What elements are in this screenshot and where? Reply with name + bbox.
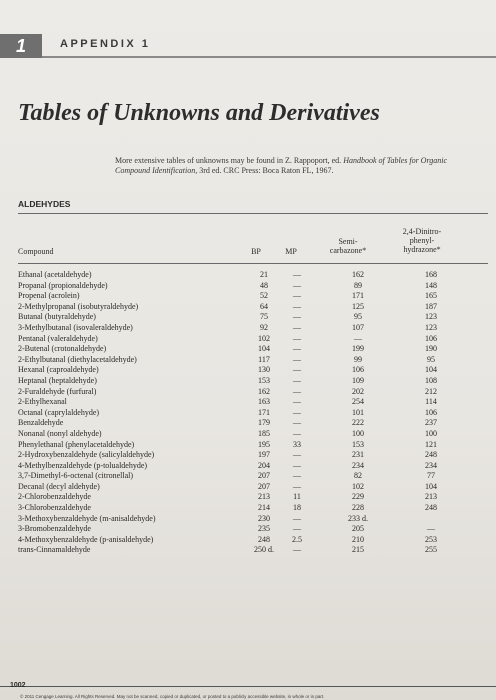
semicarbazone-cell: 107	[352, 322, 364, 332]
compound-cell: 2-Hydroxybenzaldehyde (salicylaldehyde)	[18, 450, 155, 460]
dnph-cell: 77	[427, 471, 435, 481]
table-row	[18, 355, 488, 366]
table-row	[18, 408, 488, 419]
mp-cell: —	[293, 418, 301, 428]
mp-cell: —	[293, 545, 301, 555]
dnph-cell: 187	[425, 301, 437, 311]
mp-cell: —	[293, 333, 301, 343]
semicarbazone-cell: 89	[354, 280, 362, 290]
compound-cell: 2-Chlorobenzaldehyde	[18, 492, 91, 502]
dnph-cell: 104	[425, 365, 437, 375]
table-row	[18, 376, 488, 387]
section-title: ALDEHYDES	[18, 199, 71, 209]
dnph-cell: 237	[425, 418, 437, 428]
table-row	[18, 545, 488, 556]
col-header-semicarbazone	[318, 237, 378, 255]
semicarbazone-cell: 210	[352, 534, 364, 544]
bp-cell: 185	[258, 428, 270, 438]
col-header-bp: BP	[251, 247, 261, 256]
dnph-line-3: hydrazone*	[403, 245, 441, 254]
table-row	[18, 418, 488, 429]
bp-cell: 248	[258, 534, 270, 544]
semicarbazone-cell: 229	[352, 492, 364, 502]
table-row	[18, 302, 488, 313]
dnph-cell: 213	[425, 492, 437, 502]
table-row	[18, 535, 488, 546]
bp-cell: 75	[260, 312, 268, 322]
bp-cell: 48	[260, 280, 268, 290]
semicarbazone-cell: 202	[352, 386, 364, 396]
mp-cell: —	[293, 375, 301, 385]
compound-cell: 2-Ethylhexanal	[18, 397, 67, 407]
column-header-rule	[18, 263, 488, 264]
mp-cell: —	[293, 386, 301, 396]
compound-cell: Heptanal (heptaldehyde)	[18, 375, 97, 385]
semicarbazone-cell: 222	[352, 418, 364, 428]
mp-cell: —	[293, 301, 301, 311]
col-header-compound: Compound	[18, 247, 54, 256]
mp-cell: —	[293, 407, 301, 417]
bp-cell: 235	[258, 524, 270, 534]
intro-book-title: Handbook of Tables for Organic Compound Identification,	[115, 156, 448, 175]
table-row	[18, 450, 488, 461]
compound-cell: Propanal (propionaldehyde)	[18, 280, 108, 290]
dnph-cell: 114	[425, 397, 437, 407]
bp-cell: 102	[258, 333, 270, 343]
semicarbazone-cell: 228	[352, 503, 364, 513]
compound-cell: Butanal (butyraldehyde)	[18, 312, 96, 322]
section-rule	[18, 213, 488, 214]
bp-cell: 207	[258, 471, 270, 481]
mp-cell: —	[293, 344, 301, 354]
dnph-cell: 123	[425, 312, 437, 322]
dnph-cell: 148	[425, 280, 437, 290]
dnph-cell: 212	[425, 386, 437, 396]
compound-cell: 2-Methylpropanal (isobutyraldehyde)	[18, 301, 139, 311]
bp-cell: 104	[258, 344, 270, 354]
compound-cell: Phenylethanal (phenylacetaldehyde)	[18, 439, 135, 449]
bp-cell: 207	[258, 481, 270, 491]
col-header-dnph	[390, 227, 454, 254]
page-title: Tables of Unknowns and Derivatives	[18, 100, 380, 126]
bp-cell: 213	[258, 492, 270, 502]
bp-cell: 230	[258, 513, 270, 523]
semicarbazone-cell: 153	[352, 439, 364, 449]
dnph-cell: 121	[425, 439, 437, 449]
semicarbazone-cell: 106	[352, 365, 364, 375]
mp-cell: —	[293, 280, 301, 290]
mp-cell: —	[293, 354, 301, 364]
compound-cell: 2-Furaldehyde (furfural)	[18, 386, 97, 396]
compound-cell: Propenal (acrolein)	[18, 291, 80, 301]
mp-cell: —	[293, 397, 301, 407]
bp-cell: 64	[260, 301, 268, 311]
mp-cell: —	[293, 312, 301, 322]
bp-cell: 52	[260, 291, 268, 301]
mp-cell: —	[293, 428, 301, 438]
semicarbazone-cell: 254	[352, 397, 364, 407]
appendix-header	[0, 34, 496, 58]
semicarbazone-cell: 102	[352, 481, 364, 491]
compound-cell: Benzaldehyde	[18, 418, 64, 428]
dnph-cell: 106	[425, 333, 437, 343]
table-row	[18, 482, 488, 493]
compound-cell: 3-Bromobenzaldehyde	[18, 524, 91, 534]
table-row	[18, 365, 488, 376]
table-row	[18, 291, 488, 302]
dnph-cell: 95	[427, 354, 435, 364]
footer-rule	[0, 686, 496, 687]
table-row	[18, 440, 488, 451]
compound-cell: Hexanal (caproaldehyde)	[18, 365, 99, 375]
table-row	[18, 281, 488, 292]
dnph-cell: 165	[425, 291, 437, 301]
table-row	[18, 461, 488, 472]
semicarbazone-cell: 101	[352, 407, 364, 417]
intro-text-2: 3rd ed. CRC Press: Boca Raton FL, 1967.	[199, 166, 334, 175]
dnph-cell: 168	[425, 270, 437, 279]
mp-cell: —	[293, 450, 301, 460]
mp-cell: 18	[293, 503, 301, 513]
table-row	[18, 429, 488, 440]
dnph-cell: 104	[425, 481, 437, 491]
semi-line-2: carbazone*	[329, 246, 367, 255]
compound-cell: trans-Cinnamaldehyde	[18, 545, 91, 555]
bp-cell: 195	[258, 439, 270, 449]
semicarbazone-cell: 82	[354, 471, 362, 481]
table-row	[18, 323, 488, 334]
compound-cell: Octanal (caprylaldehyde)	[18, 407, 100, 417]
bp-cell: 162	[258, 386, 270, 396]
table-row	[18, 387, 488, 398]
table-row	[18, 514, 488, 525]
dnph-cell: 248	[425, 450, 437, 460]
mp-cell: 11	[293, 492, 301, 502]
intro-paragraph	[115, 156, 465, 176]
dnph-cell: 100	[425, 428, 437, 438]
bp-cell: 214	[258, 503, 270, 513]
compound-cell: 3,7-Dimethyl-6-octenal (citronellal)	[18, 471, 134, 481]
compound-cell: Nonanal (nonyl aldehyde)	[18, 428, 102, 438]
mp-cell: —	[293, 270, 301, 279]
mp-cell: 2.5	[292, 534, 302, 544]
table-row	[18, 334, 488, 345]
semicarbazone-cell: 162	[352, 270, 364, 279]
bp-cell: 250 d.	[254, 545, 274, 555]
mp-cell: —	[293, 365, 301, 375]
mp-cell: —	[293, 481, 301, 491]
copyright-notice: © 2011 Cengage Learning. All Rights Reserved. May not be scanned, copied or duplicated, or posted to a publicly accessible website, in whole or in part.	[20, 694, 325, 699]
table-row	[18, 312, 488, 323]
mp-cell: —	[293, 513, 301, 523]
dnph-line-2: phenyl-	[409, 236, 435, 245]
mp-cell: —	[293, 322, 301, 332]
mp-cell: —	[293, 471, 301, 481]
mp-cell: 33	[293, 439, 301, 449]
compound-cell: 2-Ethylbutanal (diethylacetaldehyde)	[18, 354, 137, 364]
compound-cell: 4-Methylbenzaldehyde (p-tolualdehyde)	[18, 460, 148, 470]
semicarbazone-cell: 95	[354, 312, 362, 322]
table-row	[18, 270, 488, 281]
bp-cell: 92	[260, 322, 268, 332]
compound-cell: 2-Butenal (crotonaldehyde)	[18, 344, 107, 354]
table-row	[18, 503, 488, 514]
mp-cell: —	[293, 291, 301, 301]
semicarbazone-cell: 109	[352, 375, 364, 385]
semicarbazone-cell: 234	[352, 460, 364, 470]
dnph-cell: 123	[425, 322, 437, 332]
compound-cell: 4-Methoxybenzaldehyde (p-anisaldehyde)	[18, 534, 154, 544]
page-number: 1002	[10, 682, 26, 689]
semi-line-1: Semi-	[338, 237, 358, 246]
dnph-cell: 108	[425, 375, 437, 385]
semicarbazone-cell: 231	[352, 450, 364, 460]
compound-cell: 3-Methylbutanal (isovaleraldehyde)	[18, 322, 133, 332]
bp-cell: 21	[260, 270, 268, 279]
semicarbazone-cell: 215	[352, 545, 364, 555]
semicarbazone-cell: 125	[352, 301, 364, 311]
dnph-cell: 255	[425, 545, 437, 555]
semicarbazone-cell: 205	[352, 524, 364, 534]
semicarbazone-cell: 199	[352, 344, 364, 354]
table-row	[18, 397, 488, 408]
semicarbazone-cell: 99	[354, 354, 362, 364]
dnph-cell: —	[427, 524, 435, 534]
compound-cell: 3-Chlorobenzaldehyde	[18, 503, 91, 513]
bp-cell: 171	[258, 407, 270, 417]
appendix-number-tab: 1	[0, 34, 42, 58]
bp-cell: 130	[258, 365, 270, 375]
table-row	[18, 524, 488, 535]
bp-cell: 153	[258, 375, 270, 385]
aldehyde-table	[18, 270, 488, 556]
compound-cell: Pentanal (valeraldehyde)	[18, 333, 98, 343]
dnph-cell: 234	[425, 460, 437, 470]
semicarbazone-cell: 233 d.	[348, 513, 368, 523]
appendix-label: APPENDIX 1	[60, 38, 151, 50]
dnph-cell: 106	[425, 407, 437, 417]
compound-cell: Decanal (decyl aldehyde)	[18, 481, 100, 491]
dnph-cell: 190	[425, 344, 437, 354]
bp-cell: 117	[258, 354, 270, 364]
table-row	[18, 471, 488, 482]
semicarbazone-cell: —	[354, 333, 362, 343]
dnph-cell: 248	[425, 503, 437, 513]
bp-cell: 204	[258, 460, 270, 470]
semicarbazone-cell: 171	[352, 291, 364, 301]
bp-cell: 197	[258, 450, 270, 460]
col-header-mp: MP	[285, 247, 297, 256]
dnph-cell: 253	[425, 534, 437, 544]
mp-cell: —	[293, 460, 301, 470]
header-rule	[42, 56, 496, 58]
intro-text-1: More extensive tables of unknowns may be found in Z. Rappoport, ed.	[115, 156, 342, 165]
semicarbazone-cell: 100	[352, 428, 364, 438]
dnph-line-1: 2,4-Dinitro-	[402, 227, 442, 236]
compound-cell: Ethanal (acetaldehyde)	[18, 270, 92, 279]
compound-cell: 3-Methoxybenzaldehyde (m-anisaldehyde)	[18, 513, 156, 523]
bp-cell: 163	[258, 397, 270, 407]
table-row	[18, 344, 488, 355]
table-row	[18, 492, 488, 503]
mp-cell: —	[293, 524, 301, 534]
bp-cell: 179	[258, 418, 270, 428]
